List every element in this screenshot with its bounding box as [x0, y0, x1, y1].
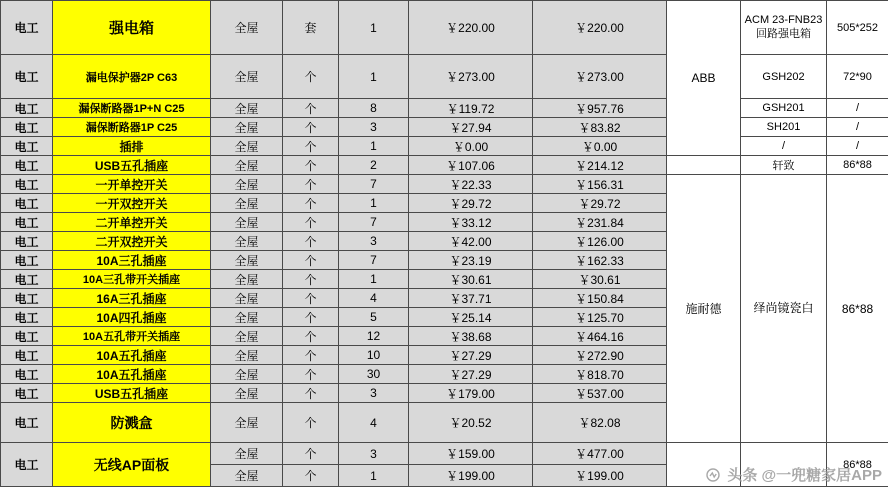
- cell-unit: 个: [283, 137, 339, 156]
- cell-trade: 电工: [1, 308, 53, 327]
- cell-spec: 86*88: [827, 175, 888, 443]
- cell-trade: 电工: [1, 443, 53, 487]
- cell-item-name: 漏保断路器1P+N C25: [53, 99, 211, 118]
- cell-unit: 个: [283, 365, 339, 384]
- cell-unit: 个: [283, 403, 339, 443]
- cell-area: 全屋: [211, 465, 283, 487]
- cell-model: [741, 443, 827, 487]
- cell-qty: 7: [339, 213, 409, 232]
- cell-area: 全屋: [211, 232, 283, 251]
- cell-unit: 个: [283, 175, 339, 194]
- cell-trade: 电工: [1, 365, 53, 384]
- cell-spec: /: [827, 118, 888, 137]
- cell-price: ￥179.00: [409, 384, 533, 403]
- cell-trade: 电工: [1, 327, 53, 346]
- cell-total: ￥199.00: [533, 465, 667, 487]
- cell-area: 全屋: [211, 175, 283, 194]
- cell-total: ￥214.12: [533, 156, 667, 175]
- cell-qty: 1: [339, 137, 409, 156]
- cell-trade: 电工: [1, 194, 53, 213]
- cell-item-name: 10A五孔插座: [53, 365, 211, 384]
- cell-model: ACM 23-FNB23回路强电箱: [741, 1, 827, 55]
- cell-trade: 电工: [1, 289, 53, 308]
- cell-unit: 个: [283, 251, 339, 270]
- cell-price: ￥159.00: [409, 443, 533, 465]
- cell-model: GSH201: [741, 99, 827, 118]
- cell-total: ￥273.00: [533, 55, 667, 99]
- cell-total: ￥537.00: [533, 384, 667, 403]
- cell-item-name: 无线AP面板: [53, 443, 211, 487]
- cell-total: ￥477.00: [533, 443, 667, 465]
- cell-qty: 2: [339, 156, 409, 175]
- cell-area: 全屋: [211, 99, 283, 118]
- cell-price: ￥42.00: [409, 232, 533, 251]
- cell-qty: 3: [339, 384, 409, 403]
- cell-price: ￥30.61: [409, 270, 533, 289]
- cell-total: ￥126.00: [533, 232, 667, 251]
- cell-area: 全屋: [211, 213, 283, 232]
- cell-total: ￥125.70: [533, 308, 667, 327]
- cell-trade: 电工: [1, 384, 53, 403]
- cell-area: 全屋: [211, 1, 283, 55]
- cell-total: ￥0.00: [533, 137, 667, 156]
- cell-trade: 电工: [1, 213, 53, 232]
- cell-trade: 电工: [1, 1, 53, 55]
- cell-qty: 1: [339, 1, 409, 55]
- cell-area: 全屋: [211, 156, 283, 175]
- cell-total: ￥83.82: [533, 118, 667, 137]
- cell-price: ￥29.72: [409, 194, 533, 213]
- cell-qty: 7: [339, 251, 409, 270]
- cell-item-name: 一开双控开关: [53, 194, 211, 213]
- cell-total: ￥957.76: [533, 99, 667, 118]
- cell-spec: 86*88: [827, 443, 888, 487]
- table-row[interactable]: [1, 137, 888, 156]
- cell-qty: 1: [339, 194, 409, 213]
- cell-spec: 72*90: [827, 55, 888, 99]
- cell-area: 全屋: [211, 443, 283, 465]
- cell-item-name: 10A三孔插座: [53, 251, 211, 270]
- cell-item-name: 一开单控开关: [53, 175, 211, 194]
- cell-spec: 86*88: [827, 156, 888, 175]
- cell-qty: 8: [339, 99, 409, 118]
- cell-qty: 30: [339, 365, 409, 384]
- cell-item-name: USB五孔插座: [53, 384, 211, 403]
- cell-total: ￥82.08: [533, 403, 667, 443]
- cell-trade: 电工: [1, 99, 53, 118]
- cell-unit: 个: [283, 289, 339, 308]
- cell-item-name: 漏保断路器1P C25: [53, 118, 211, 137]
- cell-unit: 个: [283, 55, 339, 99]
- cell-unit: 个: [283, 346, 339, 365]
- cell-area: 全屋: [211, 365, 283, 384]
- cell-price: ￥0.00: [409, 137, 533, 156]
- cell-unit: 套: [283, 1, 339, 55]
- cell-qty: 1: [339, 465, 409, 487]
- table-row[interactable]: [1, 443, 888, 465]
- cell-unit: 个: [283, 443, 339, 465]
- cell-brand: [667, 443, 741, 487]
- cell-total: ￥30.61: [533, 270, 667, 289]
- cell-unit: 个: [283, 384, 339, 403]
- table-body: [1, 1, 888, 487]
- cell-unit: 个: [283, 194, 339, 213]
- cell-item-name: 防溅盒: [53, 403, 211, 443]
- cell-brand: 施耐德: [667, 175, 741, 443]
- cell-item-name: USB五孔插座: [53, 156, 211, 175]
- cell-trade: 电工: [1, 55, 53, 99]
- cell-item-name: 二开双控开关: [53, 232, 211, 251]
- cell-price: ￥27.29: [409, 365, 533, 384]
- cell-price: ￥199.00: [409, 465, 533, 487]
- cell-qty: 12: [339, 327, 409, 346]
- cell-qty: 1: [339, 55, 409, 99]
- cell-area: 全屋: [211, 384, 283, 403]
- cell-model: 绎尚镜瓷白: [741, 175, 827, 443]
- cell-price: ￥33.12: [409, 213, 533, 232]
- cell-item-name: 插排: [53, 137, 211, 156]
- cell-area: 全屋: [211, 251, 283, 270]
- cell-area: 全屋: [211, 308, 283, 327]
- watermark-text: 头条 @一兜糖家居APP: [727, 467, 882, 484]
- cell-brand: [667, 156, 741, 175]
- cell-total: ￥818.70: [533, 365, 667, 384]
- cell-qty: 5: [339, 308, 409, 327]
- cell-total: ￥150.84: [533, 289, 667, 308]
- cell-model: GSH202: [741, 55, 827, 99]
- cell-area: 全屋: [211, 55, 283, 99]
- cell-total: ￥29.72: [533, 194, 667, 213]
- cell-model: /: [741, 137, 827, 156]
- cell-area: 全屋: [211, 194, 283, 213]
- cell-trade: 电工: [1, 118, 53, 137]
- cell-total: ￥156.31: [533, 175, 667, 194]
- cell-trade: 电工: [1, 137, 53, 156]
- cell-area: 全屋: [211, 289, 283, 308]
- cell-qty: 3: [339, 443, 409, 465]
- cell-spec: 505*252: [827, 1, 888, 55]
- cell-trade: 电工: [1, 232, 53, 251]
- cell-qty: 1: [339, 270, 409, 289]
- cell-unit: 个: [283, 99, 339, 118]
- cell-total: ￥220.00: [533, 1, 667, 55]
- cell-price: ￥107.06: [409, 156, 533, 175]
- cell-unit: 个: [283, 232, 339, 251]
- cell-trade: 电工: [1, 270, 53, 289]
- cell-trade: 电工: [1, 346, 53, 365]
- cell-price: ￥25.14: [409, 308, 533, 327]
- cell-unit: 个: [283, 465, 339, 487]
- cell-price: ￥37.71: [409, 289, 533, 308]
- cell-qty: 10: [339, 346, 409, 365]
- cell-brand: ABB: [667, 1, 741, 156]
- cell-unit: 个: [283, 327, 339, 346]
- table-row[interactable]: [1, 156, 888, 175]
- cell-item-name: 10A五孔插座: [53, 346, 211, 365]
- cell-total: ￥272.90: [533, 346, 667, 365]
- cell-price: ￥38.68: [409, 327, 533, 346]
- cell-qty: 4: [339, 403, 409, 443]
- cell-total: ￥162.33: [533, 251, 667, 270]
- cell-total: ￥464.16: [533, 327, 667, 346]
- cell-unit: 个: [283, 213, 339, 232]
- cell-price: ￥27.94: [409, 118, 533, 137]
- cell-area: 全屋: [211, 327, 283, 346]
- cell-qty: 7: [339, 175, 409, 194]
- cell-spec: /: [827, 137, 888, 156]
- cell-item-name: 强电箱: [53, 1, 211, 55]
- cell-qty: 3: [339, 232, 409, 251]
- cell-area: 全屋: [211, 137, 283, 156]
- cell-unit: 个: [283, 308, 339, 327]
- table-row[interactable]: [1, 175, 888, 194]
- cell-trade: 电工: [1, 156, 53, 175]
- cell-qty: 4: [339, 289, 409, 308]
- cell-price: ￥119.72: [409, 99, 533, 118]
- cell-unit: 个: [283, 270, 339, 289]
- cell-unit: 个: [283, 118, 339, 137]
- cell-spec: /: [827, 99, 888, 118]
- cell-item-name: 10A四孔插座: [53, 308, 211, 327]
- cell-trade: 电工: [1, 175, 53, 194]
- table-row[interactable]: [1, 1, 888, 55]
- cell-price: ￥220.00: [409, 1, 533, 55]
- cell-item-name: 16A三孔插座: [53, 289, 211, 308]
- cell-qty: 3: [339, 118, 409, 137]
- cell-trade: 电工: [1, 251, 53, 270]
- table-row[interactable]: [1, 118, 888, 137]
- cell-price: ￥23.19: [409, 251, 533, 270]
- cell-item-name: 10A三孔带开关插座: [53, 270, 211, 289]
- cell-area: 全屋: [211, 403, 283, 443]
- cell-model: SH201: [741, 118, 827, 137]
- cell-area: 全屋: [211, 346, 283, 365]
- cell-area: 全屋: [211, 118, 283, 137]
- cell-price: ￥27.29: [409, 346, 533, 365]
- cell-price: ￥20.52: [409, 403, 533, 443]
- cell-item-name: 漏电保护器2P C63: [53, 55, 211, 99]
- cell-model: 轩致: [741, 156, 827, 175]
- cell-area: 全屋: [211, 270, 283, 289]
- cell-price: ￥22.33: [409, 175, 533, 194]
- cell-unit: 个: [283, 156, 339, 175]
- table-row[interactable]: [1, 99, 888, 118]
- cell-trade: 电工: [1, 403, 53, 443]
- cell-item-name: 二开单控开关: [53, 213, 211, 232]
- cell-price: ￥273.00: [409, 55, 533, 99]
- cell-total: ￥231.84: [533, 213, 667, 232]
- table-row[interactable]: [1, 55, 888, 99]
- cell-item-name: 10A五孔带开关插座: [53, 327, 211, 346]
